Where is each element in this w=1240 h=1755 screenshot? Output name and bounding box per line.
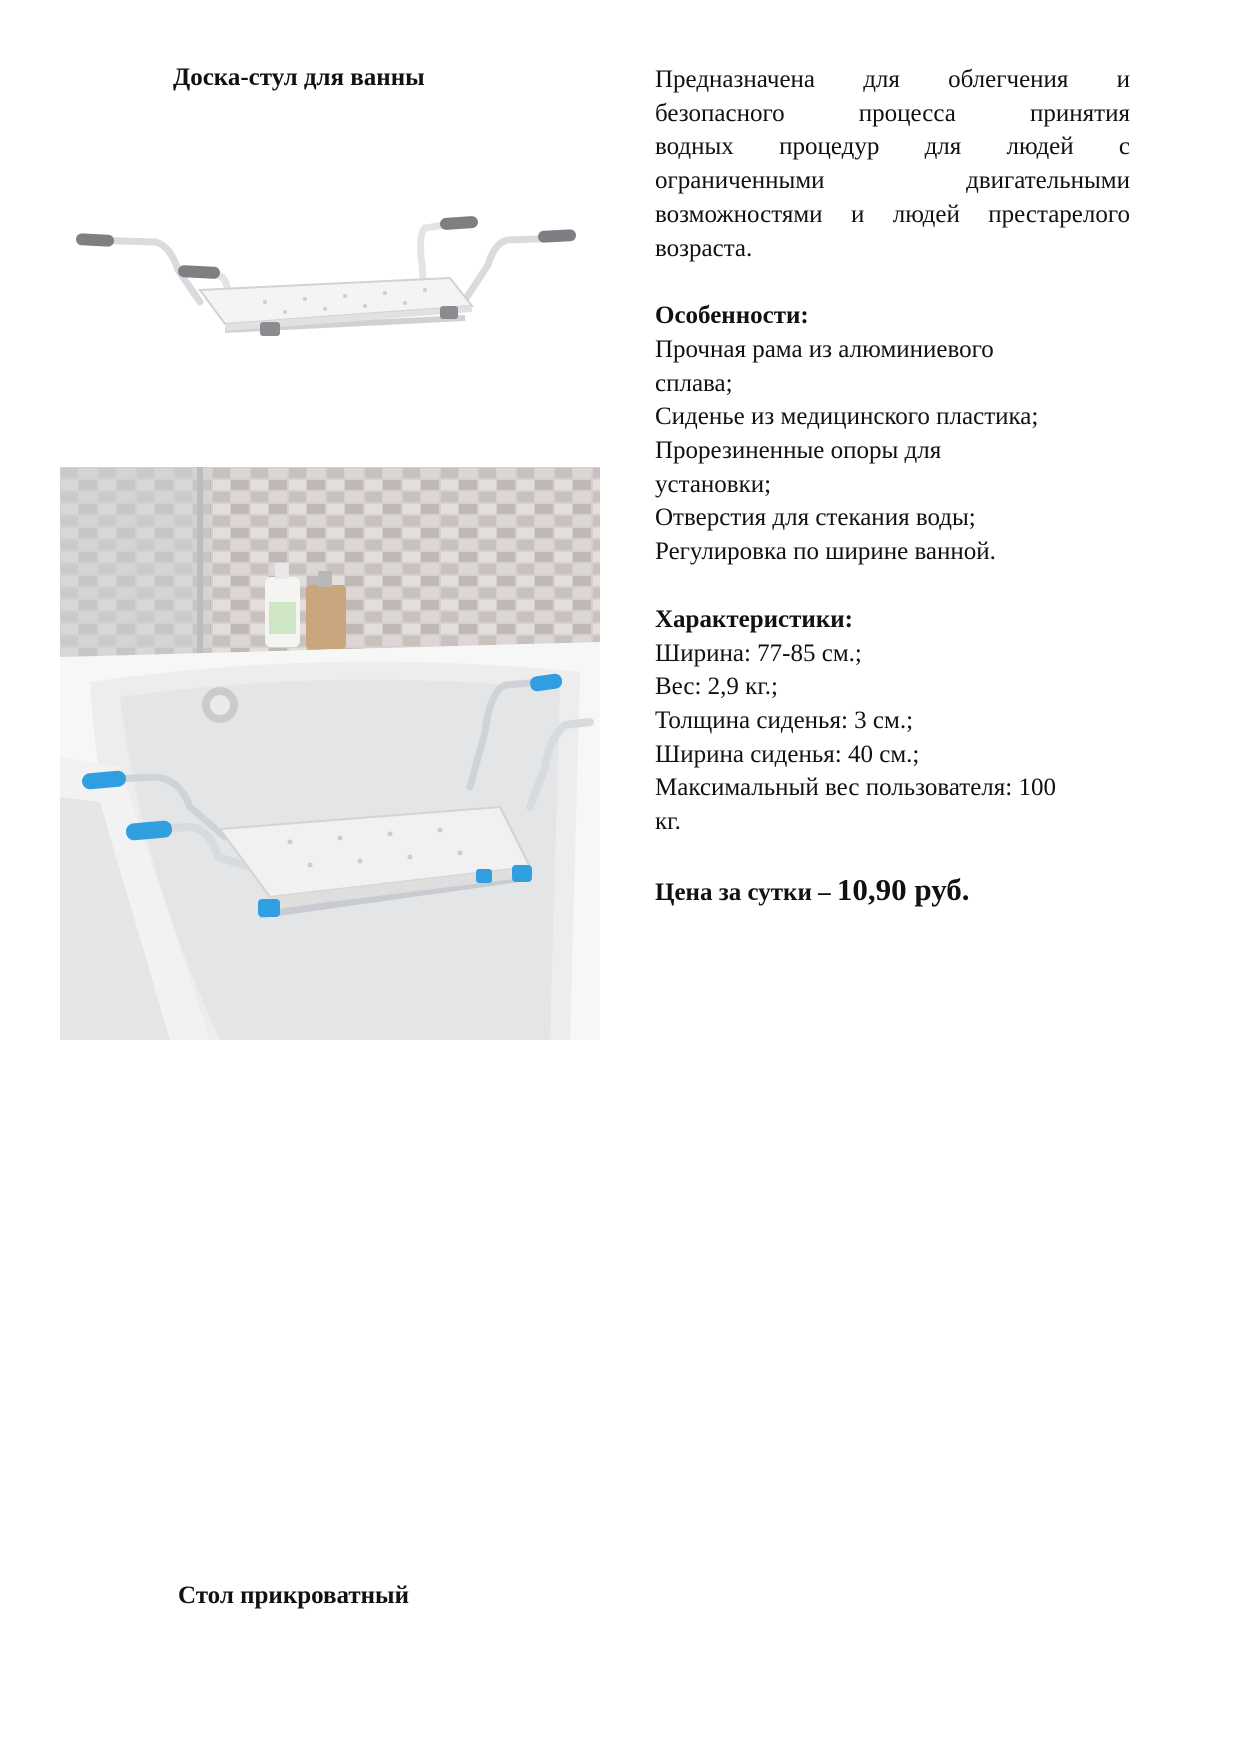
intro-line: безопасного процесса принятия [655, 99, 1130, 127]
price-value: 10,90 руб. [836, 871, 970, 907]
specs-heading: Характеристики: [655, 605, 853, 633]
bath-board-in-bathtub-image [60, 467, 600, 1040]
intro-line: возможностями и людей престарелого [655, 200, 1130, 228]
spec-item: кг. [655, 808, 681, 836]
spec-item: Толщина сиденья: 3 см.; [655, 706, 914, 734]
price-label: Цена за сутки – [655, 878, 837, 906]
feature-item: Прорезиненные опоры для [655, 437, 942, 465]
product-description [655, 63, 1130, 909]
intro-line: Предназначена для облегчения и [655, 66, 1130, 93]
bath-board-illustration [60, 190, 600, 380]
product-intro [655, 63, 1130, 265]
feature-item: установки; [655, 470, 772, 498]
second-product-title: Стол прикроватный [178, 1582, 409, 1609]
intro-line: возраста. [655, 234, 753, 262]
spec-item: Ширина сиденья: 40 см.; [655, 740, 920, 768]
feature-item: Сиденье из медицинского пластика; [655, 403, 1039, 431]
bath-board-product-image [60, 190, 600, 380]
feature-item: Отверстия для стекания воды; [655, 504, 976, 532]
spec-item: Вес: 2,9 кг.; [655, 673, 778, 701]
feature-item: сплава; [655, 369, 733, 397]
product-title: Доска-стул для ванны [173, 64, 425, 91]
feature-item: Регулировка по ширине ванной. [655, 538, 996, 566]
features-heading: Особенности: [655, 302, 809, 330]
feature-item: Прочная рама из алюминиевого [655, 335, 994, 363]
spec-item: Максимальный вес пользователя: 100 [655, 774, 1056, 802]
bathtub-scene-illustration [60, 467, 600, 1040]
spec-item: Ширина: 77-85 см.; [655, 639, 862, 667]
price [655, 873, 1130, 910]
intro-line: водных процедур для людей с [655, 133, 1130, 161]
intro-line: ограниченными двигательными [655, 167, 1130, 195]
